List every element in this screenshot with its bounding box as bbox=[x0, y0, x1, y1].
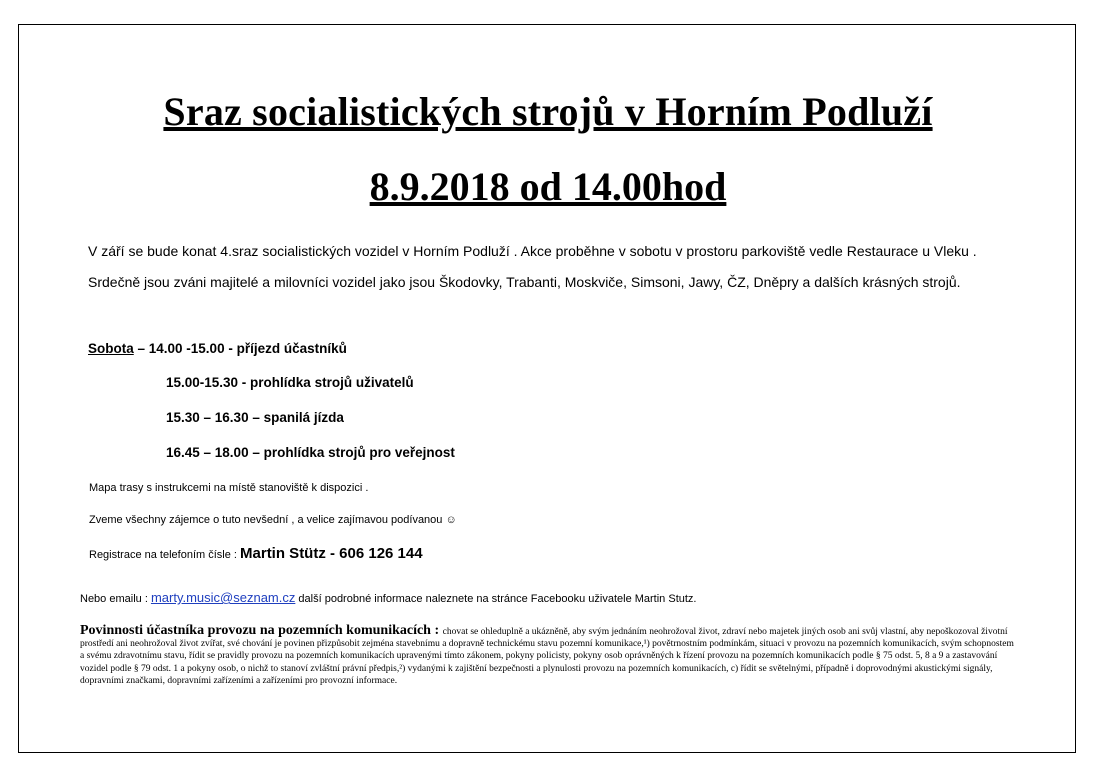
schedule-item-1 bbox=[88, 341, 347, 356]
duties-body: chovat se ohleduplně a ukázněně, aby svým jednáním neohrožoval život, zdraví nebo majetek jiných osob ani svůj vlastní, aby nepoškozoval životní prostředí ani neohrožoval život zvířat, své chování je povinen přizpůsobit zejména stavebnímu a dopravně technickému stavu pozemní komunikace,¹) povětrnostním podmínkám, situaci v provozu na pozemních komunikacích, svým schopnostem a svému zdravotnímu stavu, řídit se pravidly provozu na pozemních komunikacích upravenými tímto zákonem, pokyny policisty, pokyny osob oprávněných k řízení provozu na pozemních komunikacích podle § 75 odst. 5, 8 a 9 a zastavování vozidel podle § 79 odst. 1 a pokyny osob, o nichž to stanoví zvláštní právní předpis,²) vydanými k zajištění bezpečnosti a plynulosti provozu na pozemních komunikacích, c) řídit se světelnými, případně i doprovodnými akustickými signály, dopravními značkami, dopravními zařízeními a zařízeními pro provozní informace. bbox=[80, 627, 1014, 686]
registration-contact: Martin Stütz - 606 126 144 bbox=[240, 545, 423, 562]
invite-note: Zveme všechny zájemce o tuto nevšední , a velice zajímavou podívanou ☺ bbox=[89, 514, 457, 526]
schedule-item-4: 16.45 – 18.00 – prohlídka strojů pro veřejnost bbox=[166, 445, 455, 460]
duties-paragraph bbox=[80, 625, 1020, 687]
title-line-2: 8.9.2018 od 14.00hod bbox=[369, 164, 727, 209]
schedule-item-3: 15.30 – 16.30 – spanilá jízda bbox=[166, 410, 344, 425]
registration-line bbox=[89, 545, 423, 562]
email-line bbox=[80, 590, 696, 605]
email-prefix: Nebo emailu : bbox=[80, 593, 151, 605]
title-line-1: Sraz socialistických strojů v Horním Podluží bbox=[163, 89, 933, 134]
schedule-item-1-text: – 14.00 -15.00 - příjezd účastníků bbox=[133, 341, 347, 356]
schedule-item-2: 15.00-15.30 - prohlídka strojů uživatelů bbox=[166, 375, 414, 390]
intro-paragraph: V září se bude konat 4.sraz socialistických vozidel v Horním Podluží . Akce proběhne v sobotu v prostoru parkoviště vedle Restaurace u Vleku . Srdečně jsou zváni majitelé a milovníci vozidel jako jsou Škodovky, Trabanti, Moskviče, Simsoni, Jawy, ČZ, Dněpry a dalších krásných strojů. bbox=[88, 243, 977, 290]
schedule-day: Sobota bbox=[88, 341, 134, 356]
map-note: Mapa trasy s instrukcemi na místě stanoviště k dispozici . bbox=[89, 482, 369, 494]
registration-label: Registrace na telefoním čísle : bbox=[89, 549, 241, 561]
email-suffix: další podrobné informace naleznete na stránce Facebooku uživatele Martin Stutz. bbox=[295, 593, 697, 605]
email-link[interactable]: marty.music@seznam.cz bbox=[150, 590, 296, 605]
duties-lead: Povinnosti účastníka provozu na pozemních komunikacích : bbox=[80, 623, 443, 638]
